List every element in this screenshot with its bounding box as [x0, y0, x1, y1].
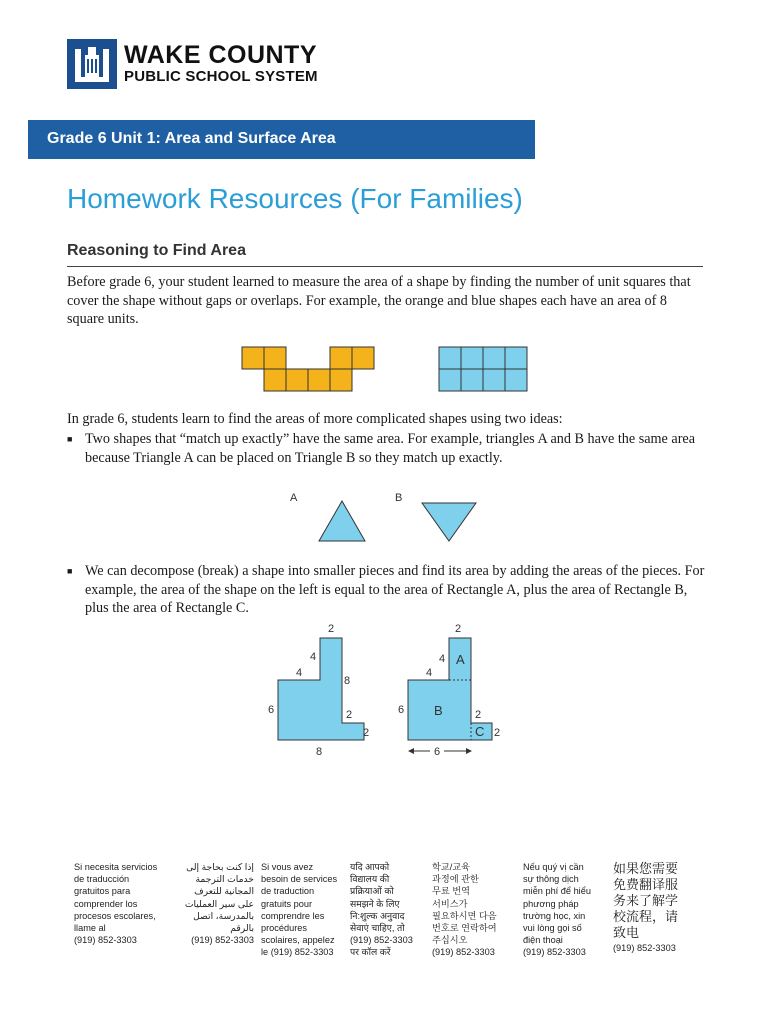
bullet-text: We can decompose (break) a shape into smaller pieces and find its area by adding the areas of the pieces. For example, the area of the shape on the left is equal to the area of Rectangle A, plus the area of Rectangle B, plus the area of Rectangle C.	[85, 563, 705, 616]
bullet-text: Two shapes that “match up exactly” have the same area. For example, triangles A and B have the same area because Triangle A can be placed on Triangle B so they match up exactly.	[85, 431, 696, 466]
svg-text:4: 4	[310, 651, 317, 663]
svg-text:4: 4	[296, 667, 303, 679]
svg-text:2: 2	[475, 709, 482, 721]
svg-text:8: 8	[344, 675, 351, 687]
footer-spanish: Si necesita servicios de traducción gratuitos para comprender los procesos escolares, llame al (919) 852-3303	[74, 862, 158, 946]
svg-text:4: 4	[426, 667, 433, 679]
orange-square	[308, 369, 330, 391]
bullet-item	[67, 562, 707, 620]
svg-text:2: 2	[346, 709, 353, 721]
svg-text:A: A	[456, 652, 465, 667]
orange-square	[264, 369, 286, 391]
orange-square	[286, 369, 308, 391]
svg-text:8: 8	[316, 746, 323, 758]
orange-square	[330, 347, 352, 369]
triangles-figure	[280, 486, 480, 546]
svg-text:B: B	[434, 703, 443, 718]
svg-text:2: 2	[494, 727, 501, 739]
ideas-intro: In grade 6, students learn to find the areas of more complicated shapes using two ideas:	[67, 411, 563, 427]
svg-text:2: 2	[328, 623, 335, 635]
section-title: Reasoning to Find Area	[67, 242, 246, 259]
footer-arabic: إذا كنت بحاجة إلى خدمات الترجمة المجانية للتعرف على سير العمليات بالمدرسة، اتصل بالرقم (919) 852-3303	[184, 862, 254, 946]
svg-text:6: 6	[268, 704, 275, 716]
triangle-a	[319, 501, 365, 541]
section-divider	[67, 266, 703, 267]
decompose-figure	[258, 620, 518, 760]
translation-services-footer	[66, 861, 702, 975]
orange-square	[352, 347, 374, 369]
bullet-item	[67, 430, 707, 470]
triangle-a-label: A	[290, 492, 298, 504]
blue-square	[483, 369, 505, 391]
footer-hindi: यदि आपको विद्यालय की प्रक्रियाओं को समझने के लिए नि:शुल्क अनुवाद सेवाएं चाहिए, तो (919) 852-3303 पर कॉल करें	[350, 862, 413, 958]
unit-squares-figure	[241, 346, 375, 392]
blue-square	[505, 347, 527, 369]
svg-text:4: 4	[439, 653, 446, 665]
blue-square	[439, 369, 461, 391]
unit-banner-label: Grade 6 Unit 1: Area and Surface Area	[47, 130, 336, 147]
page-title: Homework Resources (For Families)	[67, 183, 523, 214]
blue-square	[505, 369, 527, 391]
svg-text:6: 6	[398, 704, 405, 716]
svg-text:2: 2	[363, 727, 370, 739]
orange-square	[264, 347, 286, 369]
bullet-marker: ■	[67, 566, 73, 576]
district-logo-icon	[67, 39, 117, 89]
blue-square	[439, 347, 461, 369]
footer-vietnamese: Nếu quý vị cần sự thông dịch miễn phí để hiểu phương pháp trường học, xin vui lòng gọi số điện thoại (919) 852-3303	[523, 862, 591, 958]
blue-square	[461, 347, 483, 369]
blue-square	[461, 369, 483, 391]
footer-korean: 학교/교육 과정에 관한 무료 번역 서비스가 필요하시면 다음 번호로 연락하여 주십시오 (919) 852-3303	[432, 862, 497, 958]
blue-square	[483, 347, 505, 369]
orange-square	[330, 369, 352, 391]
footer-chinese: 如果您需要 免费翻译服 务来了解学 校流程，请 致电 (919) 852-3303	[613, 861, 679, 953]
org-name-line1: WAKE COUNTY	[124, 41, 317, 69]
svg-text:6: 6	[434, 746, 441, 758]
svg-text:2: 2	[455, 623, 462, 635]
intro-paragraph: Before grade 6, your student learned to measure the area of a shape by finding the number of unit squares that cover the shape without gaps or overlaps. For example, the orange and blue shapes each have an area of 8 square units.	[67, 274, 691, 327]
blue-unit-squares-figure	[438, 346, 528, 392]
org-name-line2: PUBLIC SCHOOL SYSTEM	[124, 68, 318, 85]
svg-text:C: C	[475, 724, 485, 739]
orange-square	[242, 347, 264, 369]
triangle-b-label: B	[395, 492, 403, 504]
triangle-b	[422, 503, 476, 541]
bullet-marker: ■	[67, 434, 73, 444]
left-composite-shape	[278, 638, 364, 740]
footer-french: Si vous avez besoin de services de traduction gratuits pour comprendre les procédures scolaires, appelez le (919) 852-3303	[261, 862, 338, 958]
